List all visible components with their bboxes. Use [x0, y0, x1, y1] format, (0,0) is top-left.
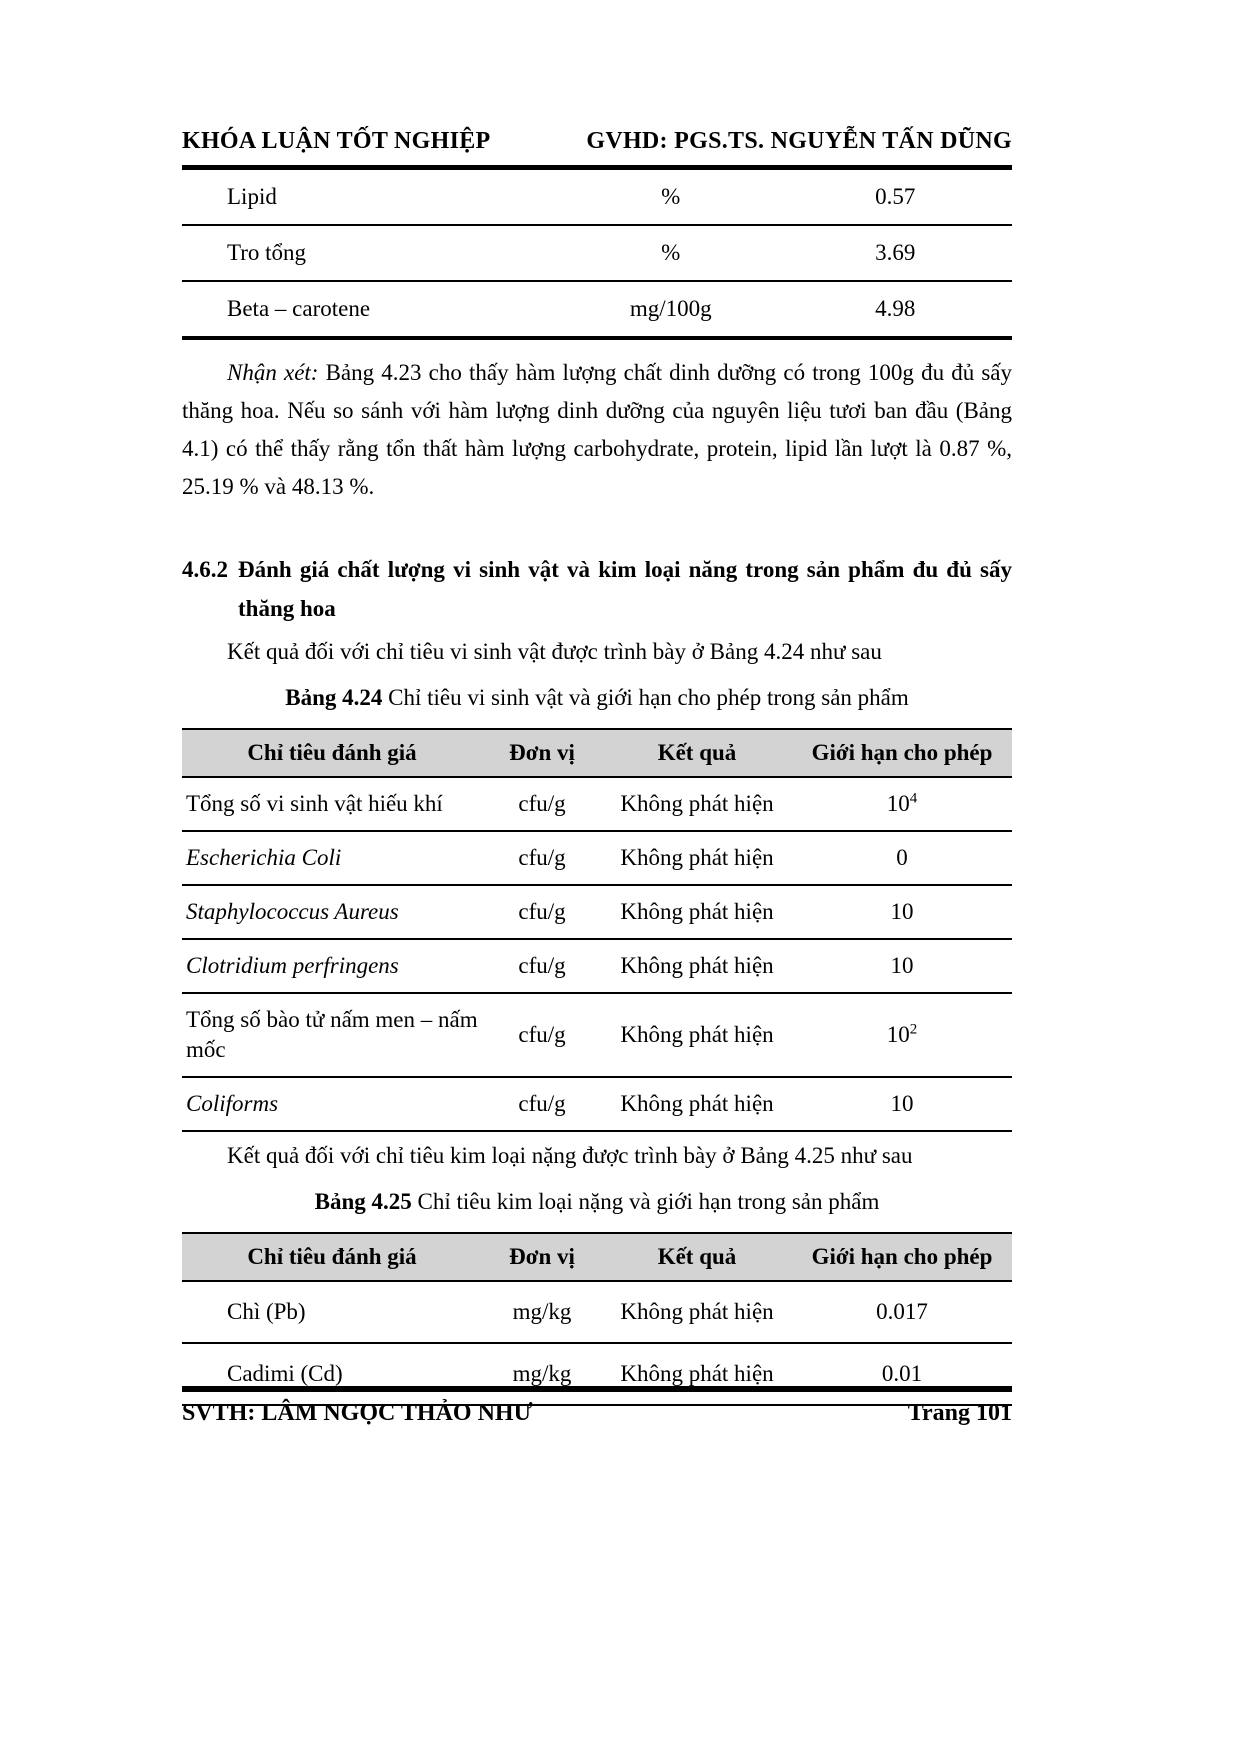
- cell-result: Không phát hiện: [602, 885, 792, 939]
- limit-exponent: 4: [909, 790, 918, 807]
- page-number: Trang 101: [907, 1400, 1012, 1426]
- col-header-limit: Giới hạn cho phép: [792, 729, 1012, 777]
- cell-unit: cfu/g: [482, 885, 602, 939]
- cell-limit: [792, 1077, 1012, 1131]
- cell-result: Không phát hiện: [602, 1343, 792, 1405]
- cell-name: Lipid: [227, 184, 277, 209]
- cell-value: 0.57: [875, 184, 916, 209]
- col-header-result: Kết quả: [602, 1233, 792, 1281]
- table-header-row: [182, 1233, 1012, 1281]
- limit-value: 10: [890, 899, 914, 924]
- cell-limit: [792, 993, 1012, 1077]
- table-4-24-intro: Kết quả đối với chỉ tiêu vi sinh vật được trình bày ở Bảng 4.24 như sau: [227, 639, 882, 664]
- cell-unit: cfu/g: [482, 993, 602, 1077]
- caption-text: Chỉ tiêu kim loại nặng và giới hạn trong sản phẩm: [411, 1189, 880, 1214]
- section-heading: [182, 550, 1012, 628]
- page-header: [182, 128, 1012, 155]
- table-4-25-intro: Kết quả đối với chỉ tiêu kim loại nặng được trình bày ở Bảng 4.25 như sau: [227, 1143, 913, 1168]
- advisor-name: GVHD: PGS.TS. NGUYỄN TẤN DŨNG: [586, 128, 1012, 154]
- table-row: [182, 885, 1012, 939]
- remark-paragraph: [182, 354, 1012, 506]
- cell-limit: [792, 777, 1012, 831]
- col-header-criteria: Chỉ tiêu đánh giá: [182, 1233, 482, 1281]
- caption-text: Chỉ tiêu vi sinh vật và giới hạn cho phép trong sản phẩm: [382, 685, 909, 710]
- table-header-row: [182, 729, 1012, 777]
- col-header-unit: Đơn vị: [482, 729, 602, 777]
- limit-value: 10: [890, 1091, 914, 1116]
- col-header-result: Kết quả: [602, 729, 792, 777]
- cell-result: Không phát hiện: [602, 1077, 792, 1131]
- cell-unit: cfu/g: [482, 777, 602, 831]
- table-row: [182, 993, 1012, 1077]
- footer-rule: [182, 1386, 1012, 1392]
- student-name: SVTH: LÂM NGỌC THẢO NHƯ: [182, 1400, 533, 1426]
- cell-name: Cadimi (Cd): [182, 1343, 482, 1405]
- cell-limit: 0.017: [792, 1281, 1012, 1343]
- section-title: Đánh giá chất lượng vi sinh vật và kim loại năng trong sản phẩm đu đủ sấy thăng hoa: [238, 557, 1012, 621]
- caption-label: Bảng 4.25: [314, 1189, 412, 1214]
- cell-result: Không phát hiện: [602, 993, 792, 1077]
- table-row: [182, 777, 1012, 831]
- cell-limit: [792, 831, 1012, 885]
- limit-value: 10: [886, 1022, 910, 1047]
- table-row: [182, 1077, 1012, 1131]
- limit-exponent: 2: [909, 1021, 918, 1038]
- page-footer: [182, 1386, 1012, 1427]
- cell-value: 3.69: [875, 240, 916, 265]
- remark-text: Bảng 4.23 cho thấy hàm lượng chất dinh dưỡng có trong 100g đu đủ sấy thăng hoa. Nếu so sánh với hàm lượng dinh dưỡng của nguyên liệu tươi ban đầu (Bảng 4.1) có thể thấy rằng tổn thất hàm lượng carbohydrate, protein, lipid lần lượt là 0.87 %, 25.19 % và 48.13 %.: [182, 360, 1013, 499]
- heavy-metal-table: [182, 1232, 1012, 1406]
- caption-label: Bảng 4.24: [285, 685, 383, 710]
- table-row: [182, 170, 1012, 225]
- table-row: [182, 281, 1012, 338]
- remark-label: Nhận xét:: [227, 360, 319, 385]
- cell-unit: %: [661, 184, 681, 209]
- cell-limit: [792, 939, 1012, 993]
- cell-limit: 0.01: [792, 1343, 1012, 1405]
- col-header-limit: Giới hạn cho phép: [792, 1233, 1012, 1281]
- limit-value: 10: [890, 953, 914, 978]
- table-row: [182, 939, 1012, 993]
- cell-name: Tro tổng: [227, 240, 307, 265]
- cell-name: Clotridium perfringens: [182, 939, 482, 993]
- microbial-table: [182, 728, 1012, 1132]
- cell-limit: [792, 885, 1012, 939]
- cell-unit: cfu/g: [482, 831, 602, 885]
- table-row: [182, 225, 1012, 281]
- table-row: [182, 831, 1012, 885]
- cell-unit: cfu/g: [482, 1077, 602, 1131]
- table-4-24-caption: [182, 680, 1012, 716]
- limit-value: 10: [886, 791, 910, 816]
- cell-unit: mg/kg: [482, 1281, 602, 1343]
- section-number: 4.6.2: [182, 557, 228, 582]
- document-title: KHÓA LUẬN TỐT NGHIỆP: [182, 128, 491, 154]
- limit-value: 0: [896, 845, 908, 870]
- cell-name: Beta – carotene: [227, 296, 371, 321]
- cell-unit: mg/kg: [482, 1343, 602, 1405]
- table-row: [182, 1281, 1012, 1343]
- cell-value: 4.98: [875, 296, 916, 321]
- cell-name: Staphylococcus Aureus: [182, 885, 482, 939]
- cell-result: Không phát hiện: [602, 777, 792, 831]
- col-header-unit: Đơn vị: [482, 1233, 602, 1281]
- cell-result: Không phát hiện: [602, 831, 792, 885]
- cell-name: Tổng số bào tử nấm men – nấm mốc: [182, 993, 482, 1077]
- cell-name: Escherichia Coli: [182, 831, 482, 885]
- nutrient-table: [182, 170, 1012, 340]
- cell-unit: %: [661, 240, 681, 265]
- col-header-criteria: Chỉ tiêu đánh giá: [182, 729, 482, 777]
- table-4-25-caption: [182, 1184, 1012, 1220]
- cell-result: Không phát hiện: [602, 939, 792, 993]
- cell-result: Không phát hiện: [602, 1281, 792, 1343]
- cell-name: Chì (Pb): [182, 1281, 482, 1343]
- cell-name: Coliforms: [182, 1077, 482, 1131]
- cell-name: Tổng số vi sinh vật hiếu khí: [182, 777, 482, 831]
- cell-unit: mg/100g: [629, 296, 712, 321]
- cell-unit: cfu/g: [482, 939, 602, 993]
